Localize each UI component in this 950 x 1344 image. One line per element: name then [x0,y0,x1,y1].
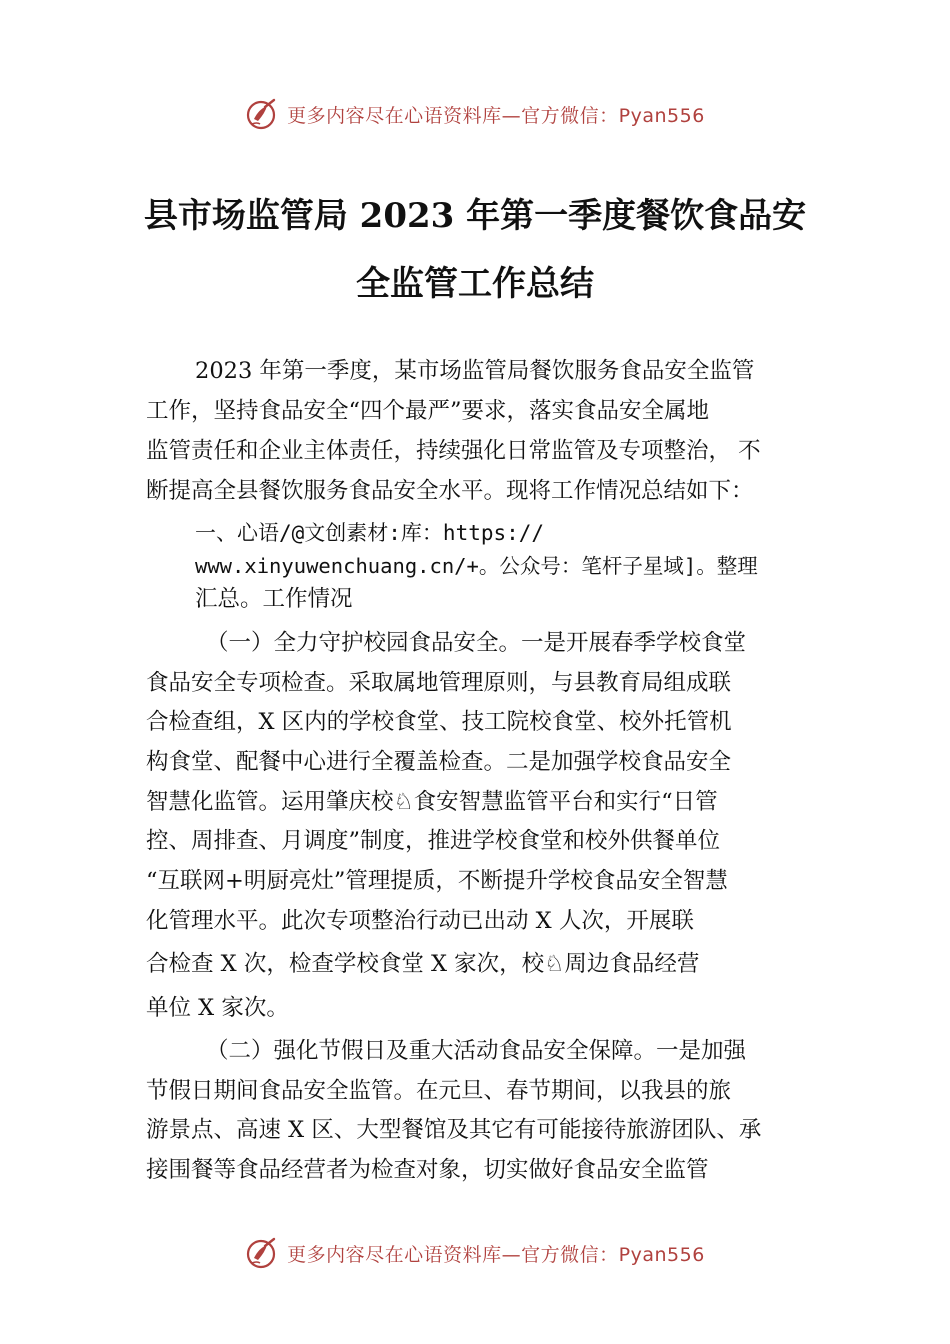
paragraph-line: “互联网+明厨亮灶”管理提质，不断提升学校食品安全智慧 [146,868,728,894]
document-title-line-1: 县市场监管局 2023 年第一季度餐饮食品安 [143,196,807,236]
paragraph-line: 食品安全专项检查。采取属地管理原则，与县教育局组成联 [146,670,732,696]
paragraph-line: （一）全力守护校园食品安全。一是开展春季学校食堂 [206,630,747,656]
paragraph-line: 控、周排查、月调度”制度，推进学校食堂和校外供餐单位 [146,828,721,854]
paragraph-line: www.xinyuwenchuang.cn/+。公众号：笔杆子星域]。整理 [195,554,758,578]
footer-watermark [0,1233,950,1273]
paragraph-line: 游景点、高速 X 区、大型餐馆及其它有可能接待旅游团队、承 [146,1117,762,1143]
header-watermark [0,94,950,134]
paragraph-line: 单位 X 家次。 [146,995,289,1021]
watermark-text: 更多内容尽在心语资料库—官方微信：Pyan556 [287,104,705,127]
paragraph-line: 构食堂、配餐中心进行全覆盖检查。二是加强学校食品安全 [146,749,732,775]
paragraph-line: 节假日期间食品安全监管。在元旦、春节期间，以我县的旅 [146,1078,732,1104]
brush-logo-icon [245,97,279,131]
paragraph-line: （二）强化节假日及重大活动食品安全保障。一是加强 [206,1038,747,1064]
watermark-text: 更多内容尽在心语资料库—官方微信：Pyan556 [287,1243,705,1266]
paragraph-line: 接围餐等食品经营者为检查对象，切实做好食品安全监管 [146,1157,709,1183]
document-title-line-2: 全监管工作总结 [356,264,594,304]
paragraph-line: 断提高全县餐饮服务食品安全水平。现将工作情况总结如下： [146,478,754,504]
paragraph-line: 监管责任和企业主体责任，持续强化日常监管及专项整治， 不 [146,438,761,464]
paragraph-line: 合检查组，X 区内的学校食堂、技工院校食堂、校外托管机 [146,709,732,735]
paragraph-line: 2023 年第一季度，某市场监管局餐饮服务食品安全监管 [195,358,755,384]
paragraph-line: 化管理水平。此次专项整治行动已出动 X 人次，开展联 [146,908,694,934]
brush-logo-icon [245,1236,279,1270]
paragraph-line: 智慧化监管。运用肇庆校♘食安智慧监管平台和实行“日管 [146,789,718,815]
paragraph-line: 汇总。工作情况 [195,586,353,612]
paragraph-line: 工作，坚持食品安全“四个最严”要求，落实食品安全属地 [146,398,710,424]
paragraph-line: 合检查 X 次，检查学校食堂 X 家次，校♘周边食品经营 [146,951,700,977]
paragraph-line: 一、心语/@文创素材:库：https:// [195,521,545,545]
